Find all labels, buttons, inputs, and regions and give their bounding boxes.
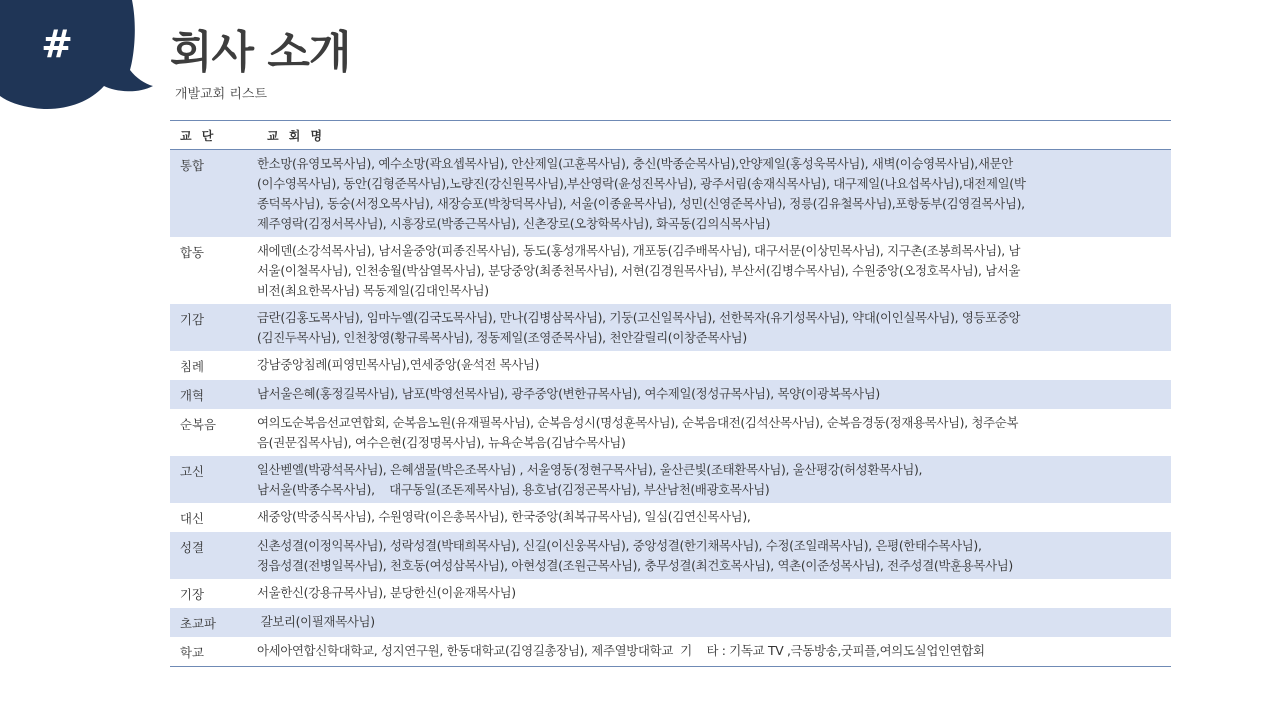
denomination-cell: 대신	[180, 511, 204, 526]
church-list-cell	[257, 380, 1171, 409]
speech-bubble-shape	[0, 0, 160, 115]
denomination-cell: 순복음	[180, 417, 216, 432]
table-body	[170, 150, 1171, 667]
table-row	[170, 409, 1171, 456]
church-list-cell	[257, 237, 1171, 304]
church-list-cell	[257, 351, 1171, 380]
church-list-line: 아세아연합신학대학교, 성지연구원, 한동대학교(김영길총장님), 제주열방대학교 기 타 : 기독교 TV ,극동방송,굿피플,여의도실업인연합회	[257, 643, 985, 658]
table-row	[170, 503, 1171, 532]
church-list-cell	[257, 608, 1171, 637]
church-list-line: 서울한신(강용규목사님), 분당한신(이윤재목사님)	[257, 585, 516, 600]
table-row	[170, 579, 1171, 608]
page-title: 회사 소개	[170, 27, 351, 78]
church-list-line: 금란(김홍도목사님), 임마누엘(김국도목사님), 만나(김병삼목사님), 기둥(고신일목사님), 선한목자(유기성목사님), 약대(이인실목사님), 영등포중앙	[257, 310, 1021, 325]
church-list-line: 음(권문집목사님), 여수은현(김정명목사님), 뉴욕순복음(김남수목사님)	[257, 435, 626, 450]
church-list-cell	[257, 456, 1171, 503]
table-row	[170, 237, 1171, 304]
table-header-row	[170, 121, 1171, 150]
header-denomination: 교 단	[170, 121, 257, 150]
header-church-names: 교 회 명	[257, 121, 1171, 150]
church-list-line: (김진두목사님), 인천창영(황규록목사님), 정동제일(조영준목사님), 천안갈릴리(이창준목사님)	[257, 330, 747, 345]
denomination-cell: 기감	[170, 304, 257, 351]
table-row	[170, 380, 1171, 409]
church-list-cell	[257, 150, 1171, 238]
denomination-cell: 학교	[170, 637, 257, 667]
denomination-cell: 침례	[180, 359, 204, 374]
denomination-cell: 합동	[180, 245, 204, 260]
church-list-cell	[257, 409, 1171, 456]
church-list-line: 새에덴(소강석목사님), 남서울중앙(피종진목사님), 동도(홍성개목사님), 개포동(김주배목사님), 대구서문(이상민목사님), 지구촌(조봉희목사님), 남	[257, 243, 1021, 258]
table-row	[170, 608, 1171, 637]
church-table	[170, 120, 1171, 667]
denomination-cell: 개혁	[170, 380, 257, 409]
church-list-line: (이수영목사님), 동안(김형준목사님),노량진(강신원목사님),부산영락(윤성진목사님), 광주서림(송재식목사님), 대구제일(나요섭목사님),대전제일(박	[257, 176, 1026, 191]
church-list-line: 남서울은혜(홍정길목사님), 남포(박영선목사님), 광주중앙(변한규목사님), 여수제일(정성규목사님), 목양(이광복목사님)	[257, 386, 880, 401]
denomination-cell: 통합	[170, 150, 257, 238]
table-row	[170, 150, 1171, 238]
denomination-cell: 고신	[170, 456, 257, 503]
church-list-cell	[257, 532, 1171, 579]
church-list-line: 비전(최요한목사님) 목동제일(김대인목사님)	[257, 283, 489, 298]
church-list-line: 서울(이철목사님), 인천송월(박삼열목사님), 분당중앙(최종천목사님), 서현(김경원목사님), 부산서(김병수목사님), 수원중앙(오정호목사님), 남서울	[257, 263, 1021, 278]
table-row	[170, 351, 1171, 380]
church-list-line: 한소망(유영모목사님), 예수소망(곽요셉목사님), 안산제일(고훈목사님), 충신(박종순목사님),안양제일(홍성욱목사님), 새벽(이승영목사님),새문안	[257, 156, 1013, 171]
church-list-line: 일산벧엘(박광석목사님), 은혜샘물(박은조목사님) , 서울영동(정현구목사님), 울산큰빛(조태환목사님), 울산평강(허성환목사님),	[257, 462, 923, 477]
church-list-cell	[257, 637, 1171, 667]
page-subtitle: 개발교회 리스트	[175, 87, 268, 102]
table-row	[170, 532, 1171, 579]
table-header	[170, 121, 1171, 150]
table-row	[170, 304, 1171, 351]
church-list-cell	[257, 304, 1171, 351]
church-list-line: 종덕목사님), 동숭(서정오목사님), 새장승포(박창덕목사님), 서울(이종윤목사님), 성민(신영준목사님), 정릉(김유철목사님),포항동부(김영걸목사님),	[257, 196, 1025, 211]
church-list-line: 새중앙(박중식목사님), 수원영락(이은총목사님), 한국중앙(최복규목사님), 일심(김연신목사님),	[257, 509, 751, 524]
table-row	[170, 456, 1171, 503]
hash-icon: #	[41, 22, 73, 66]
church-list-line: 정읍성결(전병일목사님), 천호동(여성삼목사님), 아현성결(조원근목사님), 충무성결(최건호목사님), 역촌(이준성목사님), 전주성결(박훈용목사님)	[257, 558, 1013, 573]
church-list-line: 제주영락(김정서목사님), 시흥장로(박종근목사님), 신촌장로(오창학목사님), 화곡동(김의식목사님)	[257, 216, 771, 231]
church-list-line: 강남중앙침례(피영민목사님),연세중앙(윤석전 목사님)	[257, 357, 540, 372]
table-row	[170, 637, 1171, 667]
denomination-cell: 초교파	[170, 608, 257, 637]
denomination-cell: 기장	[180, 587, 204, 602]
church-list-cell	[257, 579, 1171, 608]
church-list-line: 남서울(박종수목사님), 대구동일(조돈제목사님), 용호남(김정곤목사님), 부산남천(배광호목사님)	[257, 482, 770, 497]
church-list-line: 신촌성결(이정익목사님), 성락성결(박태희목사님), 신길(이신웅목사님), 중앙성결(한기채목사님), 수정(조일래목사님), 은평(한태수목사님),	[257, 538, 982, 553]
church-list-line: 여의도순복음선교연합회, 순복음노원(유재필목사님), 순복음성시(명성훈목사님), 순복음대전(김석산목사님), 순복음경동(정재용목사님), 청주순복	[257, 415, 1019, 430]
church-list-cell	[257, 503, 1171, 532]
denomination-cell: 성결	[170, 532, 257, 579]
church-list-line: 갈보리(이필재목사님)	[257, 614, 375, 629]
church-table-container	[170, 120, 1171, 667]
hash-badge	[0, 0, 160, 115]
